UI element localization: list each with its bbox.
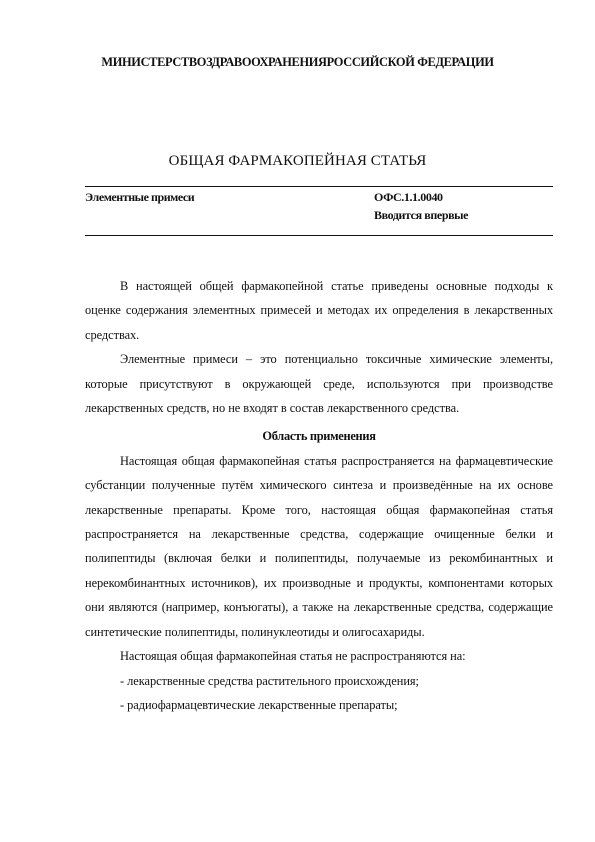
bottom-divider xyxy=(85,235,553,236)
list-item: - лекарственные средства растительного происхождения; xyxy=(120,673,419,688)
article-meta xyxy=(374,190,468,226)
top-divider xyxy=(85,186,553,187)
ministry-header: МИНИСТЕРСТВОЗДРАВООХРАНЕНИЯРОССИЙСКОЙ ФЕДЕРАЦИИ xyxy=(101,55,494,69)
list-item: - радиофармацевтические лекарственные препараты; xyxy=(120,697,398,712)
intro-paragraph-1: В настоящей общей фармакопейной статье приведены основные подходы к оценке содержания элементных примесей и методах их определения в лекарственных средствах. xyxy=(85,279,553,342)
article-status: Вводится впервые xyxy=(374,208,469,222)
article-code: ОФС.1.1.0040 xyxy=(374,190,443,204)
intro-paragraph-2: Элементные примеси – это потенциально токсичные химические элементы, которые присутствуют в окружающей среде, используются при производстве лекарственных средств, но не входят в состав лекарственного средства. xyxy=(85,352,553,416)
scope-paragraph-2: Настоящая общая фармакопейная статья не распространяются на: xyxy=(120,649,466,664)
article-name: Элементные примеси xyxy=(85,190,195,204)
section-heading-scope: Область применения xyxy=(262,429,376,444)
document-title: ОБЩАЯ ФАРМАКОПЕЙНАЯ СТАТЬЯ xyxy=(168,153,427,169)
scope-paragraph-1: Настоящая общая фармакопейная статья распространяется на фармацевтические субстанции полученные путём химического синтеза и произведённые на их основе лекарственные препараты. Кроме того, настоящая общая фармакопейная статья распространяется на лекарственные средства, содержащие очищенные белки и полипептиды (включая белки и полипептиды, получаемые из рекомбинантных и нерекомбинантных источников), их производные и продукты, компонентами которых они являются (например, конъюгаты), а также на лекарственные средства, содержащие синтетические полипептиды, полинуклеотиды и олигосахариды. xyxy=(85,453,553,639)
document-body xyxy=(85,274,553,717)
